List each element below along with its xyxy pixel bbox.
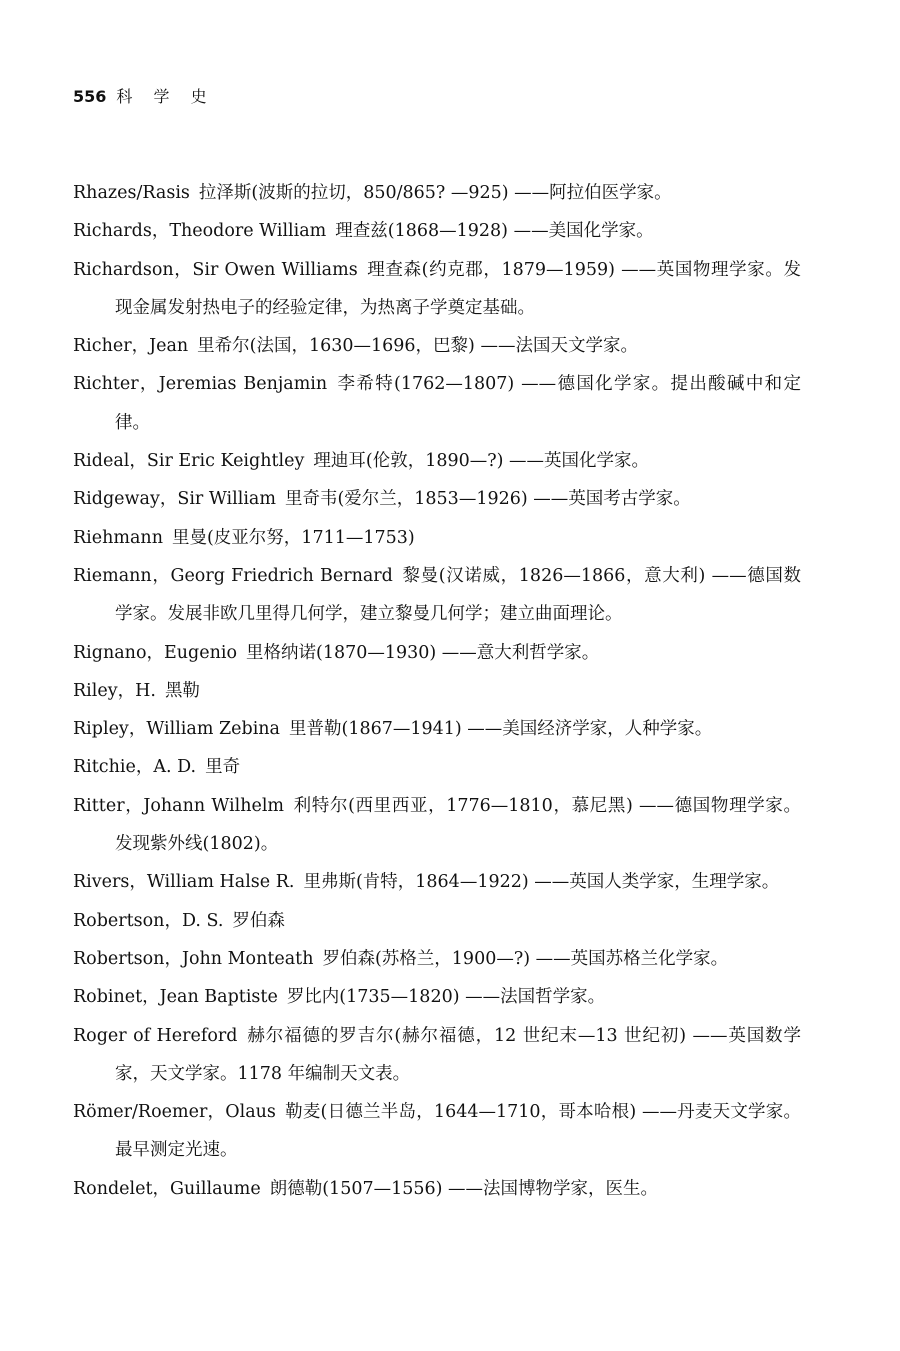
entry-name: Richards，Theodore William [73, 221, 327, 242]
entry-text: 理查兹(1868—1928) ——美国化学家。 [335, 221, 654, 242]
entry-name: Rondelet，Guillaume [73, 1178, 261, 1199]
entry-text: 理迪耳(伦敦，1890—?) ——英国化学家。 [313, 451, 650, 472]
entry-name: Robinet，Jean Baptiste [73, 987, 278, 1008]
entry-name: Ritchie，A. D. [73, 757, 197, 778]
entry-text: 黎曼(汉诺威，1826—1866，意大利) ——德国数学家。发展非欧几里得几何学，建立黎曼几何学；建立曲面理论。 [115, 565, 801, 625]
entry-robertson-john [73, 940, 801, 978]
entry-name: Richardson，Sir Owen Williams [73, 259, 358, 280]
entry-riehmann [73, 519, 801, 557]
entry-text: 勒麦(日德兰半岛，1644—1710，哥本哈根) ——丹麦天文学家。最早测定光速。 [115, 1102, 801, 1161]
entry-text: 里格纳诺(1870—1930) ——意大利哲学家。 [246, 642, 600, 663]
entry-robertson-ds [73, 902, 801, 940]
entry-rivers [73, 863, 801, 901]
entry-name: Rideal，Sir Eric Keightley [73, 451, 305, 472]
entry-rignano [73, 634, 801, 672]
entry-richter [73, 365, 801, 442]
entry-text: 朗德勒(1507—1556) ——法国博物学家，医生。 [269, 1178, 659, 1199]
entry-rondelet [73, 1170, 801, 1208]
entry-name: Ritter，Johann Wilhelm [73, 795, 285, 816]
entry-name: Robertson，D. S. [73, 910, 224, 931]
entry-name: Robertson，John Monteath [73, 948, 314, 969]
entry-text: 李希特(1762—1807) ——德国化学家。提出酸碱中和定律。 [115, 374, 802, 433]
entry-text: 里希尔(法国，1630—1696，巴黎) ——法国天文学家。 [197, 336, 638, 357]
entry-richardson [73, 251, 801, 328]
entry-text: 罗比内(1735—1820) ——法国哲学家。 [286, 987, 606, 1008]
entry-text: 理查森(约克郡，1879—1959) ——英国物理学家。发现金属发射热电子的经验定律，为热离子学奠定基础。 [115, 259, 801, 318]
entry-riemann [73, 557, 801, 634]
entry-roger-of-hereford [73, 1017, 801, 1094]
entry-text: 里弗斯(肯特，1864—1922) ——英国人类学家，生理学家。 [303, 872, 780, 893]
entry-name: Römer/Roemer，Olaus [73, 1102, 276, 1123]
entry-robinet [73, 978, 801, 1016]
entry-text: 黑勒 [164, 680, 200, 701]
entry-riley [73, 672, 801, 710]
entry-romer [73, 1093, 801, 1170]
entry-richards [73, 212, 801, 250]
entry-text: 里曼(皮亚尔努，1711—1753) [171, 527, 415, 548]
entry-name: Roger of Hereford [73, 1025, 238, 1046]
page-number: 556 [73, 87, 107, 106]
entry-text: 拉泽斯(波斯的拉切，850/865? —925) ——阿拉伯医学家。 [198, 183, 672, 203]
glossary-entries [73, 174, 801, 1208]
entry-text: 里奇韦(爱尔兰，1853—1926) ——英国考古学家。 [284, 489, 691, 510]
entry-text: 里普勒(1867—1941) ——美国经济学家，人种学家。 [289, 719, 713, 740]
entry-name: Riley，H. [73, 680, 156, 701]
entry-richer [73, 327, 801, 365]
book-title: 科 学 史 [116, 87, 215, 106]
running-head [73, 84, 215, 110]
entry-rhazes [73, 174, 801, 212]
entry-ritter [73, 787, 801, 864]
entry-ridgeway [73, 480, 801, 518]
entry-name: Richter，Jeremias Benjamin [73, 374, 328, 395]
entry-name: Richer，Jean [73, 336, 189, 357]
entry-name: Rignano，Eugenio [73, 642, 237, 663]
entry-rideal [73, 442, 801, 480]
entry-ripley [73, 710, 801, 748]
entry-text: 罗伯森 [232, 910, 285, 931]
entry-text: 罗伯森(苏格兰，1900—?) ——英国苏格兰化学家。 [322, 948, 729, 969]
entry-name: Ripley，William Zebina [73, 719, 280, 740]
entry-name: Ridgeway，Sir William [73, 489, 276, 510]
entry-name: Riemann，Georg Friedrich Bernard [73, 565, 393, 586]
entry-text: 赫尔福德的罗吉尔(赫尔福德，12 世纪末—13 世纪初) ——英国数学家，天文学家。1178 年编制天文表。 [115, 1025, 801, 1084]
entry-name: Rivers，William Halse R. [73, 872, 295, 893]
entry-name: Rhazes/Rasis [73, 183, 190, 203]
entry-ritchie [73, 748, 801, 786]
entry-text: 里奇 [205, 757, 241, 778]
entry-name: Riehmann [73, 527, 163, 548]
entry-text: 利特尔(西里西亚，1776—1810，慕尼黑) ——德国物理学家。发现紫外线(1802)。 [115, 795, 801, 855]
